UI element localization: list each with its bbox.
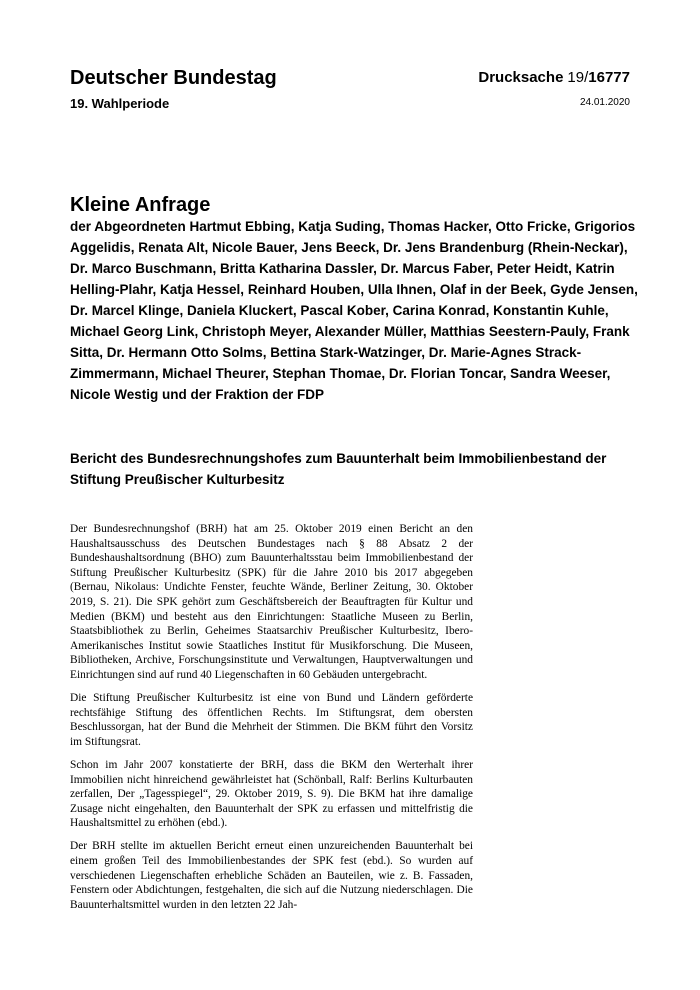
body-paragraph: Schon im Jahr 2007 konstatierte der BRH, dass die BKM den Werterhalt ihrer Immobilien nicht hinreichend gewährleistet hat (Schönball, Ralf: Berlins Kulturbauten zerfallen, Der „Tagesspiegel“, 29. Oktober 2019, S. 9). Die BKM hat ihre damalige Zusage nicht eingehalten, den Bauunterhalt der SPK zu erfassen und mittelfristig die Haushaltsmittel zu erhöhen (ebd.).	[70, 758, 473, 830]
organization-name: Deutscher Bundestag	[70, 67, 277, 89]
body-paragraph: Die Stiftung Preußischer Kulturbesitz ist eine von Bund und Ländern geförderte rechtsfähige Stiftung des öffentlichen Rechts. Im Stiftungsrat, dem obersten Beschlussorgan, hat der Bund die Mehrheit der Stimmen. Die BKM führt den Vorsitz im Stiftungsrat.	[70, 692, 473, 748]
document-header-right	[478, 68, 630, 109]
drucksache-id: 16777	[588, 69, 630, 86]
legislative-period: 19. Wahlperiode	[70, 96, 170, 111]
body-paragraph: Der BRH stellte im aktuellen Bericht erneut einen unzureichenden Bauunterhalt bei einem großen Teil des Immobilienbestandes der SPK fest (ebd.). So wurden auf verschiedenen Liegenschaften erhebliche Schäden an Bauteilen, wie z. B. Fassaden, Fenstern oder Abdichtungen, festgehalten, die sich auf die Nutzung niederschlagen. Die Bauunterhaltsmittel wurden in den letzten 22 Jah-	[70, 840, 473, 911]
subject-heading: Bericht des Bundesrechnungshofes zum Bauunterhalt beim Immobilienbestand der Stiftung Preußischer Kulturbesitz	[70, 451, 607, 487]
drucksache-period: 19/	[567, 69, 589, 86]
document-header-left	[70, 66, 277, 112]
drucksache-label: Drucksache	[478, 69, 564, 86]
body-paragraph: Der Bundesrechnungshof (BRH) hat am 25. Oktober 2019 einen Bericht an den Haushaltsausschuss des Deutschen Bundestages nach § 88 Absatz 2 der Bundeshaushaltsordnung (BHO) zum Bauunterhaltsstau beim Immobilienbestand der Stiftung Preußischer Kulturbesitz (SPK) für die Jahre 2010 bis 2017 abgegeben (Bernau, Nikolaus: Undichte Fenster, feuchte Wände, Berliner Zeitung, 30. Oktober 2019, S. 21). Die SPK gehört zum Geschäftsbereich der Beauftragten für Kultur und Medien (BKM) und besteht aus den Einrichtungen: Staatliche Museen zu Berlin, Staatsbibliothek zu Berlin, Geheimes Staatsarchiv Preußischer Kulturbesitz, Ibero-Amerikanisches Institut sowie Staatliches Institut für Musikforschung. Die Museen, Bibliotheken, Archive, Forschungsinstitute und Verwaltungen, Hauptverwaltungen und Einrichtungen sind auf rund 40 Liegenschaften in 60 Gebäuden untergebracht.	[70, 523, 473, 681]
authors-list: der Abgeordneten Hartmut Ebbing, Katja Suding, Thomas Hacker, Otto Fricke, Grigorios Aggelidis, Renata Alt, Nicole Bauer, Jens Beeck, Dr. Jens Brandenburg (Rhein-Neckar), Dr. Marco Buschmann, Britta Katharina Dassler, Dr. Marcus Faber, Peter Heidt, Katrin Helling-Plahr, Katja Hessel, Reinhard Houben, Ulla Ihnen, Olaf in der Beek, Gyde Jensen, Dr. Marcel Klinge, Daniela Kluckert, Pascal Kober, Carina Konrad, Konstantin Kuhle, Michael Georg Link, Christoph Meyer, Alexander Müller, Matthias Seestern-Pauly, Frank Sitta, Dr. Hermann Otto Solms, Bettina Stark-Watzinger, Dr. Marie-Agnes Strack-Zimmermann, Michael Theurer, Stephan Thomae, Dr. Florian Toncar, Sandra Weeser, Nicole Westig und der Fraktion der FDP	[70, 219, 638, 402]
document-date: 24.01.2020	[579, 97, 630, 108]
document-type-title: Kleine Anfrage	[70, 194, 211, 216]
drucksache-number	[478, 68, 630, 88]
body-text	[70, 522, 473, 921]
